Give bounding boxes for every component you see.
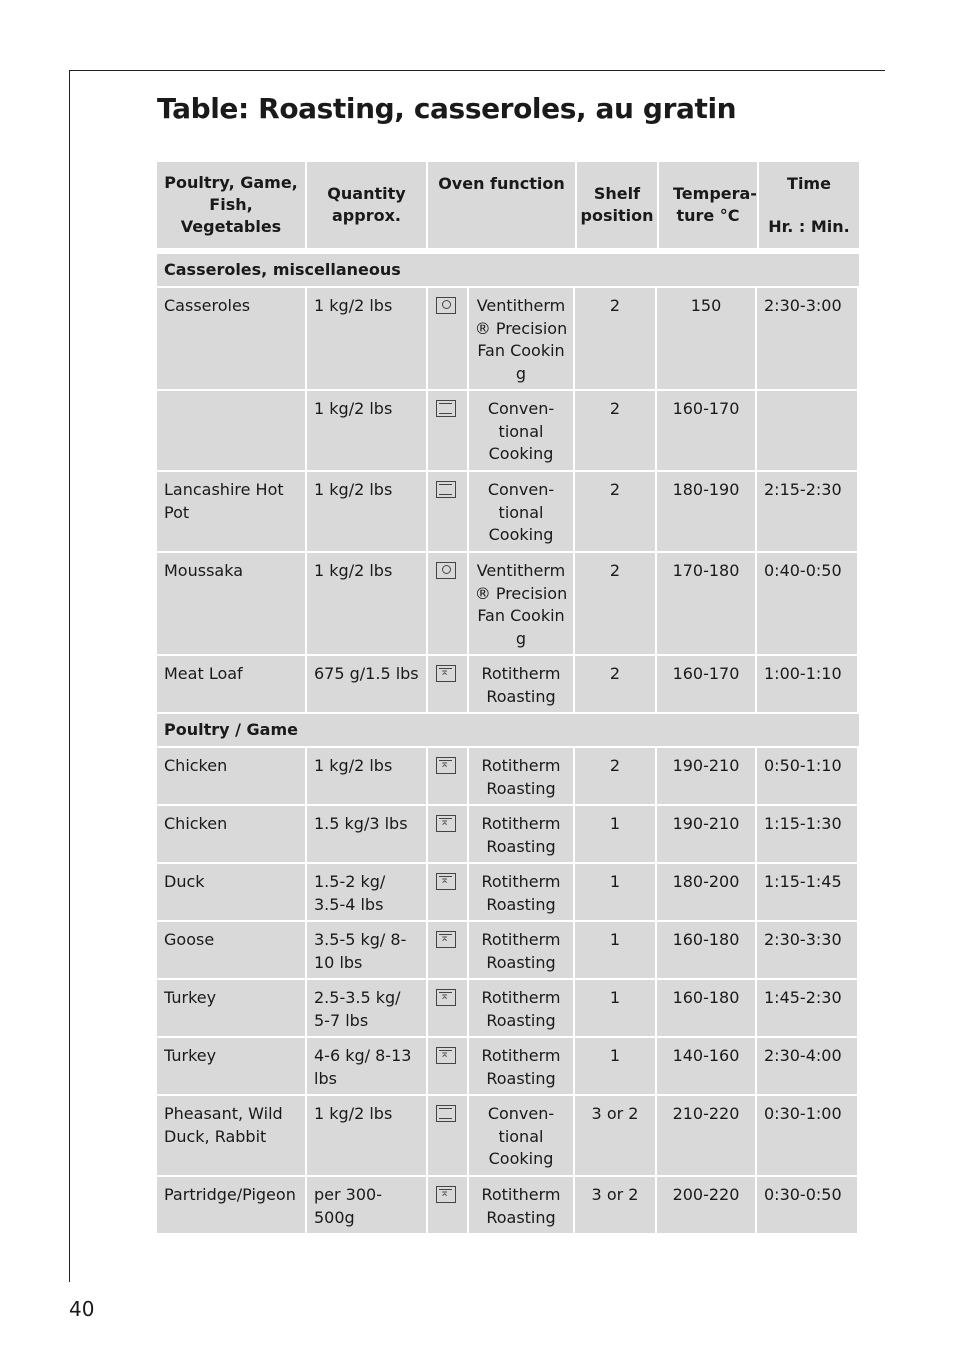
quantity-cell: 1.5 kg/3 lbs: [307, 806, 426, 862]
food-cell: Chicken: [157, 806, 305, 862]
icon-cell: [428, 391, 467, 470]
time-cell: [757, 391, 857, 470]
conventional-icon: [436, 1105, 456, 1122]
shelf-cell: 2: [575, 748, 655, 804]
left-rule: [69, 70, 70, 1282]
time-cell: 1:45-2:30: [757, 980, 857, 1036]
oven-function-cell: Rotitherm Roasting: [469, 1038, 573, 1094]
oven-function-cell: Ventitherm ® Precision Fan Cookin g: [469, 553, 573, 654]
food-cell: Turkey: [157, 980, 305, 1036]
icon-cell: [428, 288, 467, 389]
table-row: [157, 391, 859, 470]
temperature-cell: 160-170: [657, 656, 755, 712]
table-header-row: [157, 162, 859, 248]
quantity-cell: 1 kg/2 lbs: [307, 553, 426, 654]
section-header: Casseroles, miscellaneous: [157, 254, 859, 286]
icon-cell: [428, 922, 467, 978]
food-cell: [157, 391, 305, 470]
time-cell: 2:30-4:00: [757, 1038, 857, 1094]
oven-function-cell: Rotitherm Roasting: [469, 656, 573, 712]
table-row: [157, 748, 859, 804]
table-row: [157, 922, 859, 978]
table-row: [157, 806, 859, 862]
time-cell: 2:30-3:00: [757, 288, 857, 389]
temperature-cell: 180-200: [657, 864, 755, 920]
conventional-icon: [436, 400, 456, 417]
rotitherm-icon: [436, 815, 456, 832]
food-cell: Casseroles: [157, 288, 305, 389]
food-cell: Chicken: [157, 748, 305, 804]
rotitherm-icon: [436, 989, 456, 1006]
shelf-cell: 1: [575, 980, 655, 1036]
icon-cell: [428, 864, 467, 920]
fan-icon: [436, 297, 456, 314]
header-shelf: Shelf position: [577, 162, 657, 248]
temperature-cell: 140-160: [657, 1038, 755, 1094]
quantity-cell: 675 g/1.5 lbs: [307, 656, 426, 712]
table-row: [157, 288, 859, 389]
time-cell: 2:30-3:30: [757, 922, 857, 978]
time-cell: 1:15-1:45: [757, 864, 857, 920]
header-time-unit: Hr. : Min.: [768, 216, 850, 236]
temperature-cell: 190-210: [657, 806, 755, 862]
quantity-cell: 1 kg/2 lbs: [307, 288, 426, 389]
temperature-cell: 200-220: [657, 1177, 755, 1233]
icon-cell: [428, 1177, 467, 1233]
icon-cell: [428, 980, 467, 1036]
icon-cell: [428, 472, 467, 551]
temperature-cell: 160-180: [657, 980, 755, 1036]
header-time-label: Time: [787, 173, 831, 193]
temperature-cell: 170-180: [657, 553, 755, 654]
quantity-cell: 1 kg/2 lbs: [307, 1096, 426, 1175]
temperature-cell: 150: [657, 288, 755, 389]
oven-function-cell: Rotitherm Roasting: [469, 748, 573, 804]
table-row: [157, 656, 859, 712]
temperature-cell: 190-210: [657, 748, 755, 804]
quantity-cell: 1.5-2 kg/ 3.5-4 lbs: [307, 864, 426, 920]
icon-cell: [428, 1096, 467, 1175]
shelf-cell: 1: [575, 864, 655, 920]
table-row: [157, 1096, 859, 1175]
oven-function-cell: Rotitherm Roasting: [469, 1177, 573, 1233]
fan-icon: [436, 562, 456, 579]
header-oven-function: Oven function: [428, 162, 575, 248]
food-cell: Moussaka: [157, 553, 305, 654]
icon-cell: [428, 656, 467, 712]
header-food: Poultry, Game, Fish, Vegetables: [157, 162, 305, 248]
quantity-cell: 1 kg/2 lbs: [307, 472, 426, 551]
temperature-cell: 160-180: [657, 922, 755, 978]
icon-cell: [428, 748, 467, 804]
food-cell: Partridge/Pigeon: [157, 1177, 305, 1233]
rotitherm-icon: [436, 1047, 456, 1064]
header-temperature: [659, 162, 757, 248]
shelf-cell: 2: [575, 553, 655, 654]
oven-function-cell: Rotitherm Roasting: [469, 806, 573, 862]
temperature-cell: 210-220: [657, 1096, 755, 1175]
icon-cell: [428, 553, 467, 654]
quantity-cell: 1 kg/2 lbs: [307, 391, 426, 470]
time-cell: 0:40-0:50: [757, 553, 857, 654]
oven-function-cell: Conven- tional Cooking: [469, 1096, 573, 1175]
oven-function-cell: Conven- tional Cooking: [469, 391, 573, 470]
oven-function-cell: Rotitherm Roasting: [469, 922, 573, 978]
shelf-cell: 3 or 2: [575, 1177, 655, 1233]
rotitherm-icon: [436, 757, 456, 774]
oven-function-cell: Ventitherm ® Precision Fan Cookin g: [469, 288, 573, 389]
rotitherm-icon: [436, 665, 456, 682]
food-cell: Meat Loaf: [157, 656, 305, 712]
table-row: [157, 1177, 859, 1233]
rotitherm-icon: [436, 931, 456, 948]
conventional-icon: [436, 481, 456, 498]
food-cell: Lancashire Hot Pot: [157, 472, 305, 551]
quantity-cell: per 300-500g: [307, 1177, 426, 1233]
header-time: [759, 162, 859, 248]
section-header: Poultry / Game: [157, 714, 859, 746]
quantity-cell: 1 kg/2 lbs: [307, 748, 426, 804]
quantity-cell: 2.5-3.5 kg/ 5-7 lbs: [307, 980, 426, 1036]
table-row: [157, 472, 859, 551]
rotitherm-icon: [436, 873, 456, 890]
food-cell: Turkey: [157, 1038, 305, 1094]
oven-function-cell: Conven- tional Cooking: [469, 472, 573, 551]
oven-function-cell: Rotitherm Roasting: [469, 980, 573, 1036]
table-body: [157, 254, 859, 1233]
shelf-cell: 2: [575, 288, 655, 389]
oven-function-cell: Rotitherm Roasting: [469, 864, 573, 920]
table-row: [157, 980, 859, 1036]
food-cell: Pheasant, Wild Duck, Rabbit: [157, 1096, 305, 1175]
shelf-cell: 1: [575, 1038, 655, 1094]
shelf-cell: 3 or 2: [575, 1096, 655, 1175]
shelf-cell: 1: [575, 922, 655, 978]
table-row: [157, 1038, 859, 1094]
time-cell: 0:30-1:00: [757, 1096, 857, 1175]
table-row: [157, 864, 859, 920]
table-row: [157, 553, 859, 654]
time-cell: 0:50-1:10: [757, 748, 857, 804]
food-cell: Duck: [157, 864, 305, 920]
shelf-cell: 1: [575, 806, 655, 862]
time-cell: 2:15-2:30: [757, 472, 857, 551]
temperature-cell: 180-190: [657, 472, 755, 551]
top-rule: [69, 70, 885, 71]
shelf-cell: 2: [575, 391, 655, 470]
header-temperature-label: Tempera- ture °C: [673, 184, 757, 225]
temperature-cell: 160-170: [657, 391, 755, 470]
quantity-cell: 3.5-5 kg/ 8-10 lbs: [307, 922, 426, 978]
page-title: Table: Roasting, casseroles, au gratin: [157, 92, 737, 125]
roasting-table: [157, 162, 859, 1235]
shelf-cell: 2: [575, 472, 655, 551]
food-cell: Goose: [157, 922, 305, 978]
time-cell: 0:30-0:50: [757, 1177, 857, 1233]
page-number: 40: [69, 1297, 95, 1321]
icon-cell: [428, 806, 467, 862]
time-cell: 1:15-1:30: [757, 806, 857, 862]
quantity-cell: 4-6 kg/ 8-13 lbs: [307, 1038, 426, 1094]
rotitherm-icon: [436, 1186, 456, 1203]
icon-cell: [428, 1038, 467, 1094]
time-cell: 1:00-1:10: [757, 656, 857, 712]
header-quantity: Quantity approx.: [307, 162, 426, 248]
shelf-cell: 2: [575, 656, 655, 712]
